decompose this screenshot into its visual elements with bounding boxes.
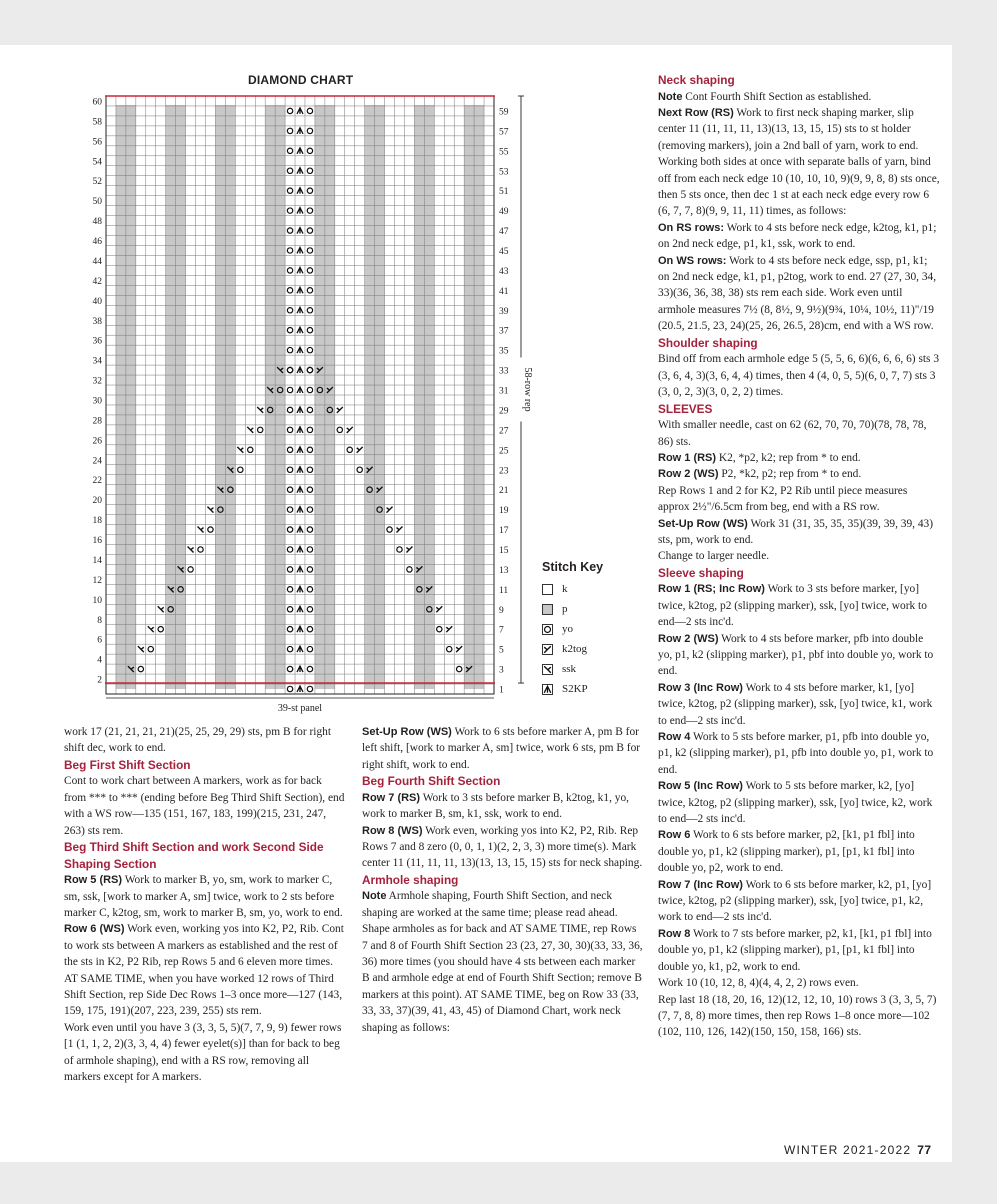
stitch-key-label: k2tog [562,643,588,655]
stitch-key-label: S2KP [562,683,588,695]
row-number-right: 53 [499,167,509,178]
paragraph-text: Working both sides at once with separate balls of yarn, bind off from each neck edge 10 (10, 10, 10, 9)(9, 9, 8, 8) sts once, then 5 sts once, then dec 1 st at each neck edge every row 6 (6, 7, 7, 8)(9, 9, 11, 11) times, as follows: [658,156,940,218]
paragraph-text: Work to 6 sts before marker A, pm B for left shift, [work to marker A, sm] twice, work 6 sts, pm B for right shift, work to end. [362,726,641,771]
row-label: Row 6 (WS) [64,923,125,936]
row-number-right: 39 [499,306,509,317]
paragraph-text: Armhole shaping, Fourth Shift Section, and neck shaping are worked at the same time; please read ahead. [362,890,618,919]
paragraph [658,877,940,926]
row-label: Row 3 (Inc Row) [658,681,743,694]
row-number-right: 1 [499,685,504,696]
paragraph-text: K2, *p2, k2; rep from * to end. [716,451,861,464]
row-number-left: 48 [92,217,102,228]
paragraph [64,872,346,921]
row-number-left: 44 [92,256,102,267]
paragraph [658,778,940,827]
row-number-right: 15 [499,545,509,556]
paragraph [362,921,644,1036]
stitch-key-row [542,579,603,599]
row-number-right: 19 [499,506,509,517]
paragraph-text: Work 31 (31, 35, 35, 35)(39, 39, 39, 43) sts, pm, work to end. [658,517,934,546]
paragraph-text: Work to 4 sts before marker, k1, [yo] twice, k2tog, p2 (slipping marker), ssk, [yo] twice, k1, work to end—2 sts inc'd. [658,681,933,727]
stitch-key-row [542,639,603,659]
row-label: Set-Up Row (WS) [362,726,452,738]
row-number-left: 10 [92,595,102,606]
paragraph-text: Work to 6 sts before marker, p2, [k1, p1 fbl] into double yo, p1, k2 (slipping marker), p1, [p1, k1 fbl] into double yo, p2, work to end. [658,829,915,875]
row-number-left: 18 [92,516,102,527]
row-number-right: 55 [499,147,509,158]
row-number-left: 16 [92,536,102,547]
issue-label: WINTER 2021-2022 [784,1143,912,1157]
row-label: On WS rows: [658,254,727,267]
row-number-left: 12 [92,575,102,586]
row-number-left: 56 [92,137,102,148]
paragraph-text: With smaller needle, cast on 62 (62, 70, 70, 70)(78, 78, 78, 86) sts. [658,419,927,448]
row-label: Row 8 (WS) [362,824,423,837]
row-number-right: 23 [499,466,509,477]
k2tog-icon [542,644,553,655]
row-number-right: 5 [499,645,504,656]
row-numbers [93,97,509,695]
row-number-left: 54 [92,157,102,168]
row-number-right: 3 [499,665,504,676]
row-number-right: 31 [499,386,509,397]
row-label: Row 5 (RS) [64,874,123,887]
stitch-key-row [542,659,603,679]
row-label: Row 2 (WS) [658,468,719,481]
row-number-left: 38 [92,316,102,327]
row-number-left: 32 [92,376,102,387]
text-column-3 [658,72,940,1041]
repeat-label: 58-row rep [522,367,533,412]
text-column-2 [362,724,644,1036]
paragraph [658,680,940,729]
row-label: Row 1 (RS) [658,451,717,464]
paragraph-text: Work even, working yos into K2, P2, Rib. Cont to work sts between A markers as established and the rest of the sts in K2, P2 Rib, rep Rows 5 and 6 eleven more times. AT SAME TIME, when you have worked 12 rows of Third Shift Section, rep Side Dec Rows 1–3 once more—127 (143, 159, 175, 191)(207, 223, 239, 255) sts rem. [64,923,344,1018]
paragraph-text: P2, *k2, p2; rep from * to end. [718,468,862,481]
stitch-key-row [542,679,603,699]
paragraph [658,975,940,991]
page-footer [784,1143,932,1157]
row-label: Row 6 [658,829,691,842]
row-number-right: 37 [499,326,509,337]
paragraph [658,220,940,253]
stitch-key-label: k [562,583,568,595]
paragraph [64,724,346,757]
paragraph-text: Rep Rows 1 and 2 for K2, P2 Rib until piece measures approx 2½"/6.5cm from beg, end with a RS row. [658,484,908,514]
row-number-left: 2 [97,675,102,686]
s2kp-icon [542,684,553,695]
paragraph-text: Work to 4 sts before marker, pfb into double yo, p1, k2 (slipping marker), p1, pbf into double yo, work to end. [658,632,934,678]
paragraph-text: Shape armholes as for back and AT SAME TIME, rep Rows 7 and 8 of Fourth Shift Section 23 (23, 27, 30, 30)(33, 33, 36, 36) more times (you should have 4 sts between each marker B and armhole edge at end of Fourth Shift Section; remove B markers at this point). AT SAME TIME, beg on Row 33 (33, 33, 33, 37)(39, 41, 43, 45) of Diamond Chart, work neck shaping as follows: [362,923,643,1034]
paragraph-text: Work even until you have 3 (3, 3, 5, 5)(7, 7, 9, 9) fewer rows [1 (1, 1, 2, 2)(3, 3, 4, 4) fewer eyelet(s)] than for back to beg of armhole shaping), end with a RS row, removing all markers except for A markers. [64,1021,342,1084]
stitch-key-row [542,599,603,619]
paragraph [658,581,940,630]
section-heading: SLEEVES [658,401,713,416]
paragraph [362,790,644,823]
paragraph-text: Work 10 (10, 12, 8, 4)(4, 4, 2, 2) rows even. [658,977,859,990]
row-number-right: 17 [499,526,509,537]
paragraph [658,351,940,400]
paragraph-text: Work to 7 sts before marker, p2, k1, [k1, p1 fbl] into double yo, p1, k2 (slipping marker), p1, [p1, k1 fbl] into double yo, k1, p2, work to end. [658,927,932,973]
paragraph-text: Work to 4 sts before neck edge, k2tog, k1, p1; on 2nd neck edge, p1, k1, ssk, work to end. [658,221,937,251]
paragraph-text: Work to 3 sts before marker B, k2tog, k1, yo, work to marker B, sm, k1, ssk, work to end. [362,791,629,821]
stitch-key-title: Stitch Key [542,560,604,574]
row-number-right: 7 [499,625,504,636]
row-label: Row 7 (Inc Row) [658,878,743,891]
row-label: Row 2 (WS) [658,632,719,645]
row-number-right: 45 [499,246,509,257]
row-number-left: 8 [97,615,102,626]
paragraph-text: Work to 3 sts before marker, [yo] twice, k2tog, p2 (slipping marker), ssk, [yo] twice, work to end—2 sts inc'd. [658,583,927,629]
paragraph-text: Cont to work chart between A markers, work as for back from *** to *** (ending before Beg Third Shift Section), end with a WS row—135 (151, 167, 183, 199)(215, 231, 247, 263) sts rem. [64,775,345,837]
row-number-right: 21 [499,486,509,497]
row-number-right: 59 [499,107,509,118]
row-number-left: 28 [92,416,102,427]
row-number-right: 29 [499,406,509,417]
paragraph [362,823,644,872]
row-label: On RS rows: [658,221,725,234]
row-label: Row 8 [658,927,691,940]
row-number-left: 22 [92,476,102,487]
row-number-left: 26 [92,436,102,447]
paragraph-text: Work even, working yos into K2, P2, Rib. Rep Rows 7 and 8 zero (0, 0, 1, 1)(2, 2, 3, 3) more time(s). Mark center 11 (11, 11, 11, 13)(13, 13, 15, 15) sts for neck shaping. [362,824,643,870]
paragraph [658,154,940,220]
row-label: Row 1 (RS; Inc Row) [658,583,765,596]
row-number-right: 51 [499,187,509,198]
paragraph [658,516,940,549]
chart-title: DIAMOND CHART [248,73,354,87]
row-number-left: 52 [92,177,102,188]
paragraph-text: Work to 5 sts before marker, k2, [yo] twice, k2tog, p2 (slipping marker), ssk, [yo] twice, k2, work to end—2 sts inc'd. [658,780,933,826]
paragraph [658,450,940,466]
row-number-left: 24 [92,456,102,467]
row-number-right: 49 [499,207,509,218]
section-heading: Shoulder shaping [658,335,758,350]
row-label: Next Row (RS) [658,107,734,119]
paragraph-text: Work to marker B, yo, sm, work to marker C, sm, ssk, [work to marker A, sm] twice, work to 2 sts before marker C, k2tog, sm, work to marker B, sm, yo, work to end. [64,874,343,920]
row-number-left: 14 [92,555,102,566]
stitch-key-row [542,619,603,639]
row-number-left: 50 [92,197,102,208]
chart-grid [106,96,494,694]
panel-label: 39-st panel [277,703,323,714]
paragraph [658,483,940,516]
paragraph [658,253,940,335]
row-number-right: 13 [499,565,509,576]
paragraph [658,548,940,564]
row-label: Row 7 (RS) [362,791,421,804]
paragraph-text: Bind off from each armhole edge 5 (5, 5, 6, 6)(6, 6, 6, 6) sts 3 (3, 6, 4, 3)(3, 6, 4, 4) times, then 4 (4, 0, 5, 5)(6, 0, 7, 7) sts 3 (3, 0, 2, 3)(3, 0, 2, 2) times. [658,353,940,399]
row-number-right: 35 [499,346,509,357]
yo-icon [542,624,553,635]
paragraph [658,89,940,105]
row-number-right: 47 [499,227,509,238]
row-number-left: 60 [92,97,102,108]
p-icon [542,604,553,615]
row-label: Set-Up Row (WS) [658,517,748,530]
row-number-left: 58 [92,117,102,128]
section-heading: Beg Third Shift Section and work Second Side Shaping Section [64,840,324,871]
paragraph-text: Rep last 18 (18, 20, 16, 12)(12, 12, 10, 10) rows 3 (3, 3, 5, 7)(7, 7, 8, 8) more times, then rep Rows 1–8 once more—102 (102, 110, 126, 142)(150, 150, 158, 166) sts. [658,993,937,1039]
row-label: Note [362,890,387,903]
section-heading: Neck shaping [658,73,735,87]
stitch-key-label: yo [562,623,573,635]
row-label: Row 5 (Inc Row) [658,780,743,793]
row-number-left: 40 [92,296,102,307]
paragraph [64,773,346,839]
stitch-key-label: ssk [562,663,577,675]
stitch-key-label: p [562,603,568,615]
row-number-right: 27 [499,426,509,437]
paragraph [658,992,940,1041]
paragraph [362,724,644,773]
paragraph-text: Change to larger needle. [658,550,770,563]
paragraph [658,105,940,154]
paragraph [658,631,940,680]
page-number: 77 [917,1143,932,1157]
paragraph-text: Cont Fourth Shift Section as established. [682,90,872,103]
paragraph [658,827,940,876]
section-heading: Beg Fourth Shift Section [362,774,501,789]
paragraph [362,888,644,921]
paragraph-text: Work to 6 sts before marker, k2, p1, [yo] twice, k2tog, p2 (slipping marker), ssk, [yo] twice, p1, k2, work to end—2 sts inc'd. [658,878,932,924]
row-number-right: 57 [499,127,509,138]
row-number-left: 4 [97,655,102,666]
row-number-left: 42 [92,276,102,287]
row-number-left: 36 [92,336,102,347]
row-number-left: 46 [92,237,102,248]
ssk-icon [542,664,553,675]
row-label: Row 4 [658,731,691,743]
section-heading: Armhole shaping [362,872,459,887]
paragraph-text: Work to 4 sts before neck edge, ssp, p1, k1; on 2nd neck edge, k1, p1, p2tog, work to end. 27 (27, 30, 34, 33)(36, 36, 38, 38) sts rem each side. Work even until armhole measures 7½ (8, 8½, 9, 9½)(9¾, 10¼, 10½, 11)"/19 (20.5, 21.5, 23, 24)(25, 26, 26.5, 28)cm, end with a WS row. [658,254,937,333]
section-heading: Beg First Shift Section [64,757,191,772]
paragraph [658,729,940,778]
text-column-1 [64,724,346,1086]
section-heading: Sleeve shaping [658,565,744,580]
row-label: Note [658,90,683,103]
paragraph [64,1020,346,1086]
paragraph [64,921,346,1019]
stitch-key [542,560,603,699]
row-number-right: 33 [499,366,509,377]
row-number-left: 30 [92,396,102,407]
row-number-right: 43 [499,266,509,277]
paragraph [658,417,940,450]
row-number-right: 41 [499,286,509,297]
paragraph-text: Work to first neck shaping marker, slip center 11 (11, 11, 11, 13)(13, 13, 15, 15) sts to st holder (removing markers), join a 2nd ball of yarn, work to end. [658,107,919,152]
row-number-right: 11 [499,585,509,596]
paragraph [658,466,940,482]
row-number-right: 9 [499,605,504,616]
k-icon [542,584,553,595]
row-number-left: 34 [92,356,102,367]
paragraph-text: work 17 (21, 21, 21, 21)(25, 25, 29, 29) sts, pm B for right shift dec, work to end. [64,726,332,755]
row-number-left: 6 [97,635,102,646]
row-number-left: 20 [92,496,102,507]
paragraph-text: Work to 5 sts before marker, p1, pfb into double yo, p1, k2 (slipping marker), p1, pfb into double yo, p1, work to end. [658,731,934,776]
paragraph [658,926,940,975]
row-number-right: 25 [499,446,509,457]
